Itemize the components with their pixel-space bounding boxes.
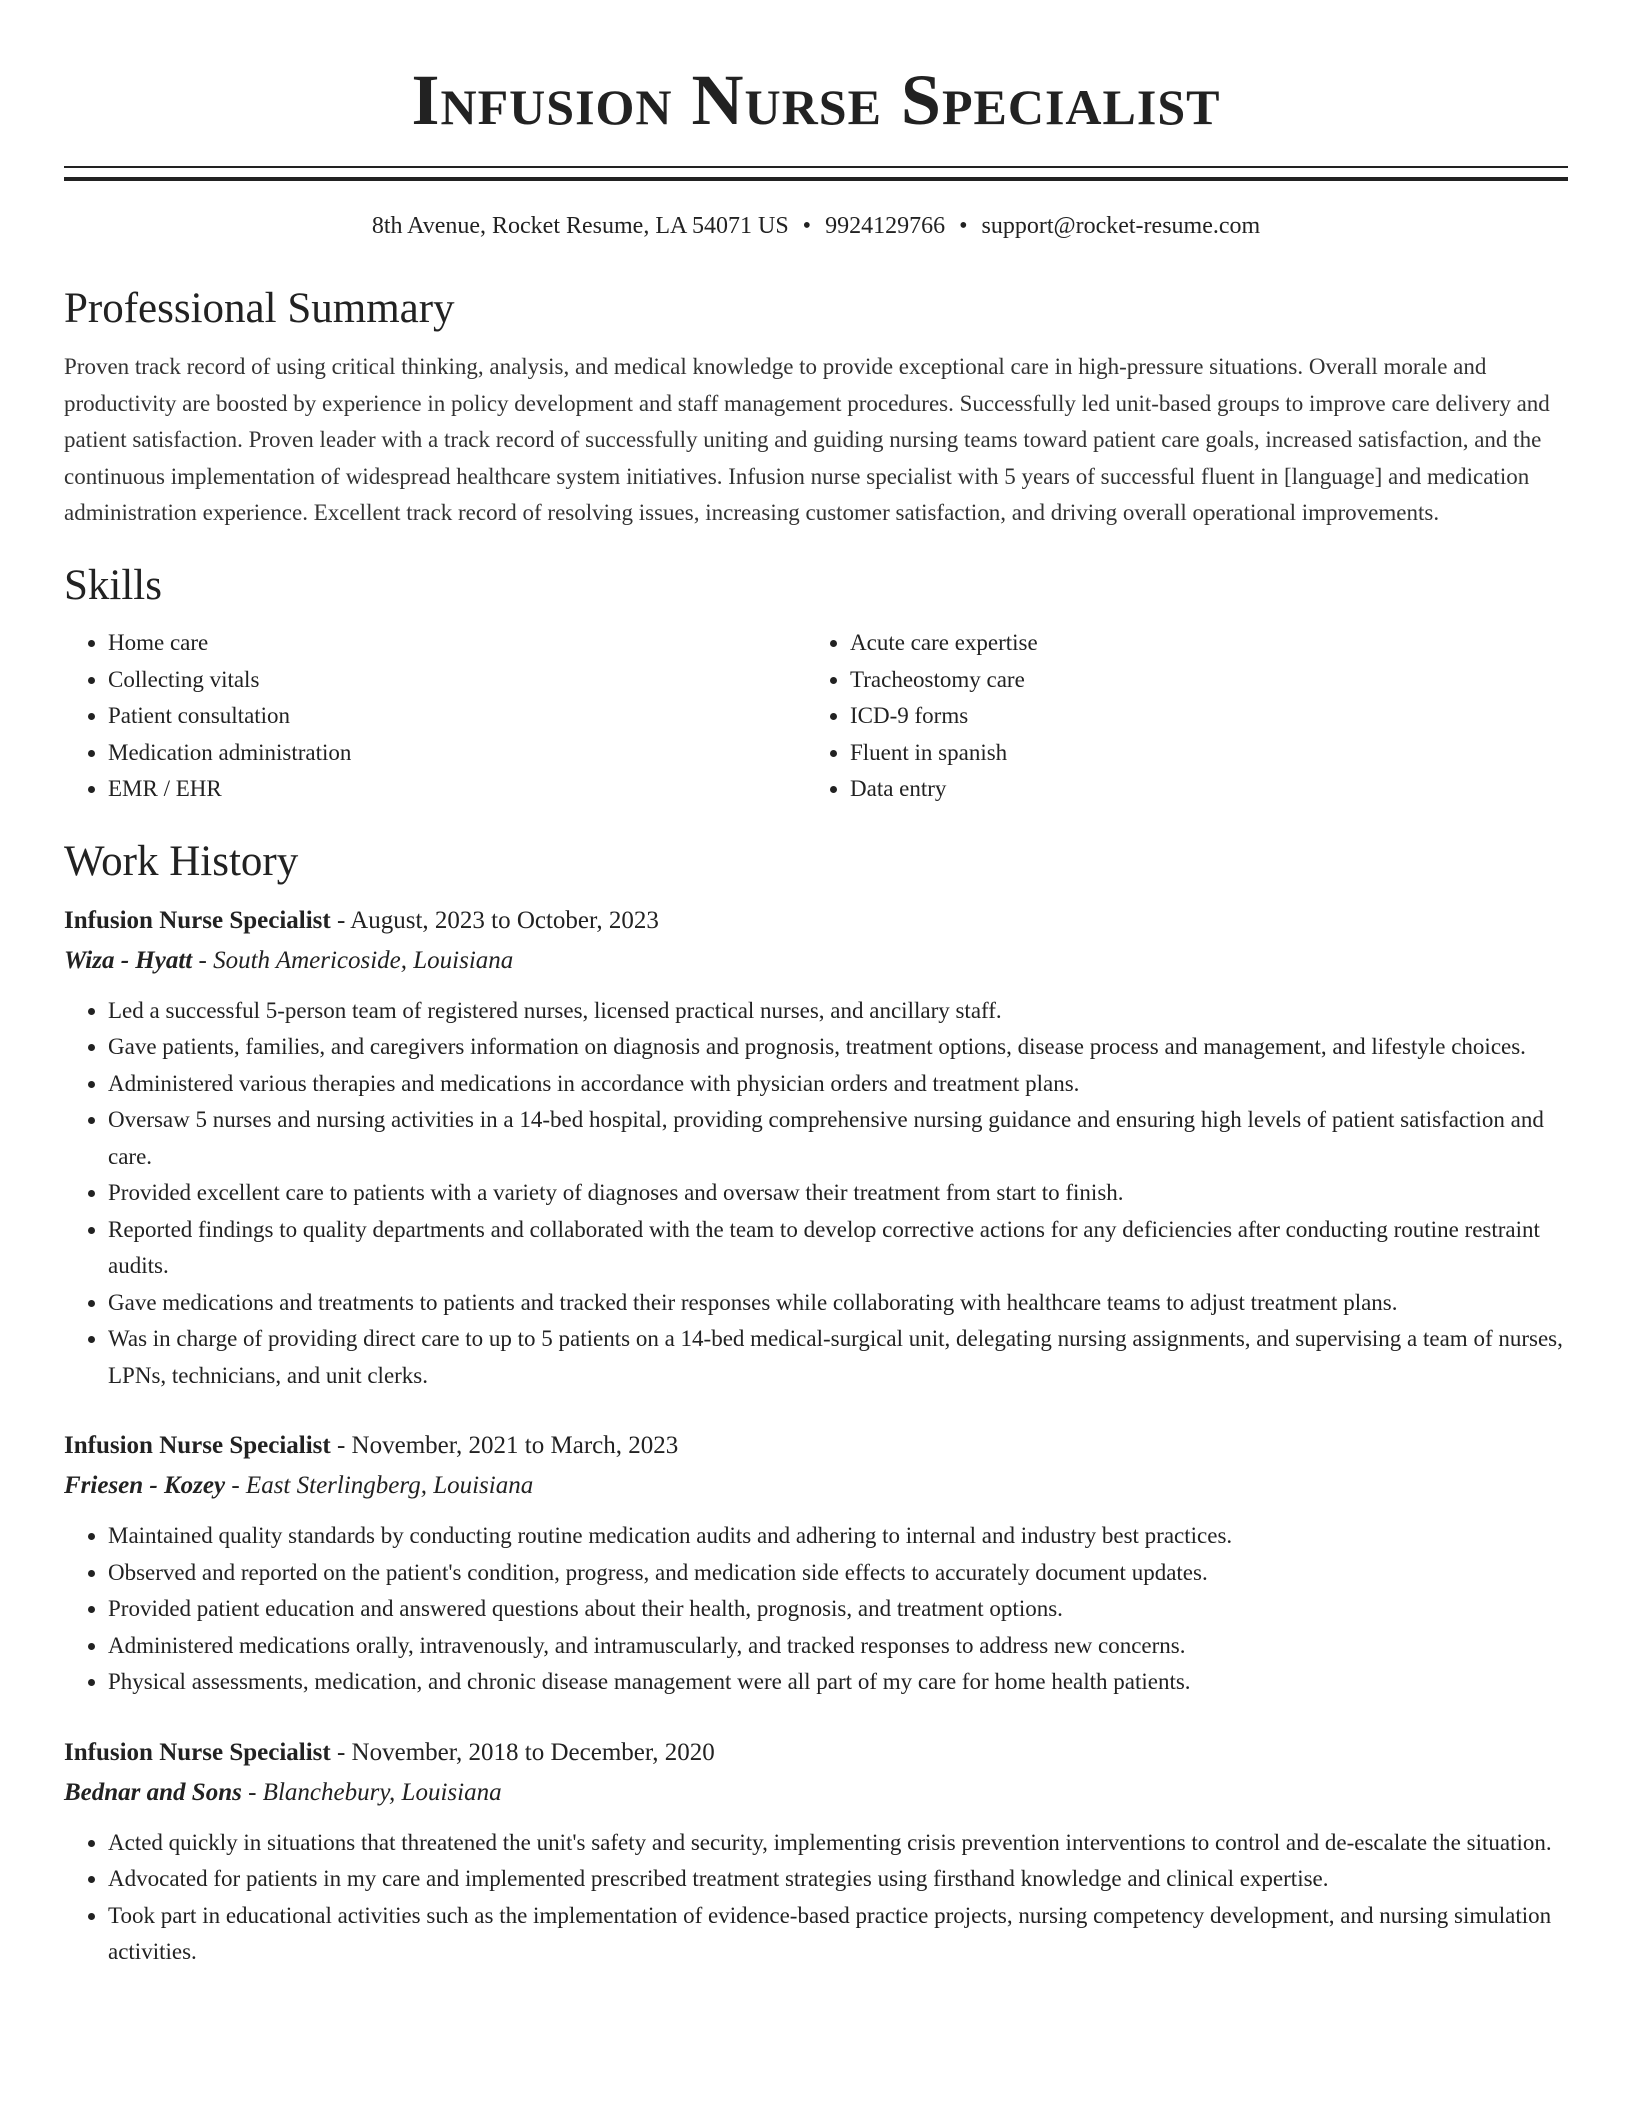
contact-separator: • xyxy=(959,213,968,239)
skill-item: • Home care xyxy=(108,625,806,662)
job-dates: - August, 2023 to October, 2023 xyxy=(330,906,659,934)
resume-title: Infusion Nurse Specialist xyxy=(411,60,1221,140)
job-employer xyxy=(64,1466,1568,1506)
job-bullet: • Provided patient education and answered questions about their health, prognosis, and treatment options. xyxy=(108,1591,1568,1628)
job-title: Infusion Nurse Specialist xyxy=(64,906,331,934)
skill-item: • Fluent in spanish xyxy=(850,735,1548,772)
skill-item: • Acute care expertise xyxy=(850,625,1548,662)
skill-item: • Collecting vitals xyxy=(108,662,806,699)
job-header xyxy=(64,901,1568,941)
skill-item: • Data entry xyxy=(850,771,1548,808)
job-bullet: • Was in charge of providing direct care to up to 5 patients on a 14-bed medical-surgical unit, delegating nursing assignments, and supervising a team of nurses, LPNs, technicians, and unit clerks. xyxy=(108,1321,1568,1394)
skill-item: • Tracheostomy care xyxy=(850,662,1548,699)
job-bullets xyxy=(64,993,1568,1395)
work-history-heading: Work History xyxy=(64,837,299,885)
job-bullet: • Led a successful 5-person team of registered nurses, licensed practical nurses, and ancillary staff. xyxy=(108,993,1568,1030)
contact-address: 8th Avenue, Rocket Resume, LA 54071 US xyxy=(371,213,789,239)
job-dates: - November, 2021 to March, 2023 xyxy=(330,1432,679,1460)
title-divider xyxy=(64,166,1568,181)
job-location: - Blanchebury, Louisiana xyxy=(241,1778,502,1806)
contact-email: support@rocket-resume.com xyxy=(981,213,1261,239)
job-entry xyxy=(64,1733,1568,1971)
job-company: Bednar and Sons xyxy=(64,1778,242,1806)
job-bullet: • Provided excellent care to patients with a variety of diagnoses and oversaw their treatment from start to finish. xyxy=(108,1175,1568,1212)
contact-separator: • xyxy=(802,213,812,239)
skill-item: • Patient consultation xyxy=(108,698,806,735)
skills-column-left xyxy=(64,625,806,808)
job-header xyxy=(64,1426,1568,1466)
job-bullet: • Took part in educational activities such as the implementation of evidence-based practice projects, nursing competency development, and nursing simulation activities. xyxy=(108,1898,1568,1971)
skills-column-right xyxy=(806,625,1548,808)
job-dates: - November, 2018 to December, 2020 xyxy=(330,1738,715,1766)
job-entry xyxy=(64,901,1568,1395)
job-bullet: • Maintained quality standards by conducting routine medication audits and adhering to internal and industry best practices. xyxy=(108,1518,1568,1555)
job-employer xyxy=(64,941,1568,981)
job-bullet: • Reported findings to quality departments and collaborated with the team to develop corrective actions for any deficiencies after conducting routine restraint audits. xyxy=(108,1212,1568,1285)
contact-phone: 9924129766 xyxy=(825,213,946,239)
job-bullet: • Administered medications orally, intravenously, and intramuscularly, and tracked responses to address new concerns. xyxy=(108,1628,1568,1665)
contact-line xyxy=(64,211,1568,241)
job-location: - South Americoside, Louisiana xyxy=(192,946,514,974)
job-bullet: • Observed and reported on the patient's condition, progress, and medication side effects to accurately document updates. xyxy=(108,1555,1568,1592)
resume-page xyxy=(64,0,1568,1971)
job-company: Friesen - Kozey xyxy=(64,1472,226,1500)
job-bullet: • Gave medications and treatments to patients and tracked their responses while collaborating with healthcare teams to adjust treatment plans. xyxy=(108,1285,1568,1322)
job-title: Infusion Nurse Specialist xyxy=(64,1738,331,1766)
job-bullets xyxy=(64,1825,1568,1971)
job-header xyxy=(64,1733,1568,1773)
job-bullet: • Gave patients, families, and caregivers information on diagnosis and prognosis, treatment options, disease process and management, and lifestyle choices. xyxy=(108,1029,1568,1066)
job-employer xyxy=(64,1773,1568,1813)
skill-item: • ICD-9 forms xyxy=(850,698,1548,735)
job-bullet: • Physical assessments, medication, and chronic disease management were all part of my care for home health patients. xyxy=(108,1664,1568,1701)
job-bullet: • Oversaw 5 nurses and nursing activities in a 14-bed hospital, providing comprehensive nursing guidance and ensuring high levels of patient satisfaction and care. xyxy=(108,1102,1568,1175)
skills-list xyxy=(64,625,1568,808)
skill-item: • EMR / EHR xyxy=(108,771,806,808)
skill-item: • Medication administration xyxy=(108,735,806,772)
skills-heading: Skills xyxy=(64,561,162,609)
job-company: Wiza - Hyatt xyxy=(64,946,193,974)
job-title: Infusion Nurse Specialist xyxy=(64,1432,331,1460)
summary-text: Proven track record of using critical thinking, analysis, and medical knowledge to provide exceptional care in high-pressure situations. Overall morale and productivity are boosted by experience in policy development and staff management procedures. Successfully led unit-based groups to improve care delivery and patient satisfaction. Proven leader with a track record of successfully uniting and guiding nursing teams toward patient care goals, increased satisfaction, and the continuous implementation of widespread healthcare system initiatives. Infusion nurse specialist with 5 years of successful fluent in [language] and medication administration experience. Excellent track record of resolving issues, increasing customer satisfaction, and driving overall operational improvements. xyxy=(64,354,1550,526)
summary-heading: Professional Summary xyxy=(64,285,455,332)
job-bullet: • Acted quickly in situations that threatened the unit's safety and security, implementing crisis prevention interventions to control and de-escalate the situation. xyxy=(108,1825,1568,1862)
job-bullet: • Advocated for patients in my care and implemented prescribed treatment strategies using firsthand knowledge and clinical expertise. xyxy=(108,1861,1568,1898)
job-bullets xyxy=(64,1518,1568,1701)
job-location: - East Sterlingberg, Louisiana xyxy=(225,1472,534,1500)
job-bullet: • Administered various therapies and medications in accordance with physician orders and treatment plans. xyxy=(108,1066,1568,1103)
job-entry xyxy=(64,1426,1568,1701)
